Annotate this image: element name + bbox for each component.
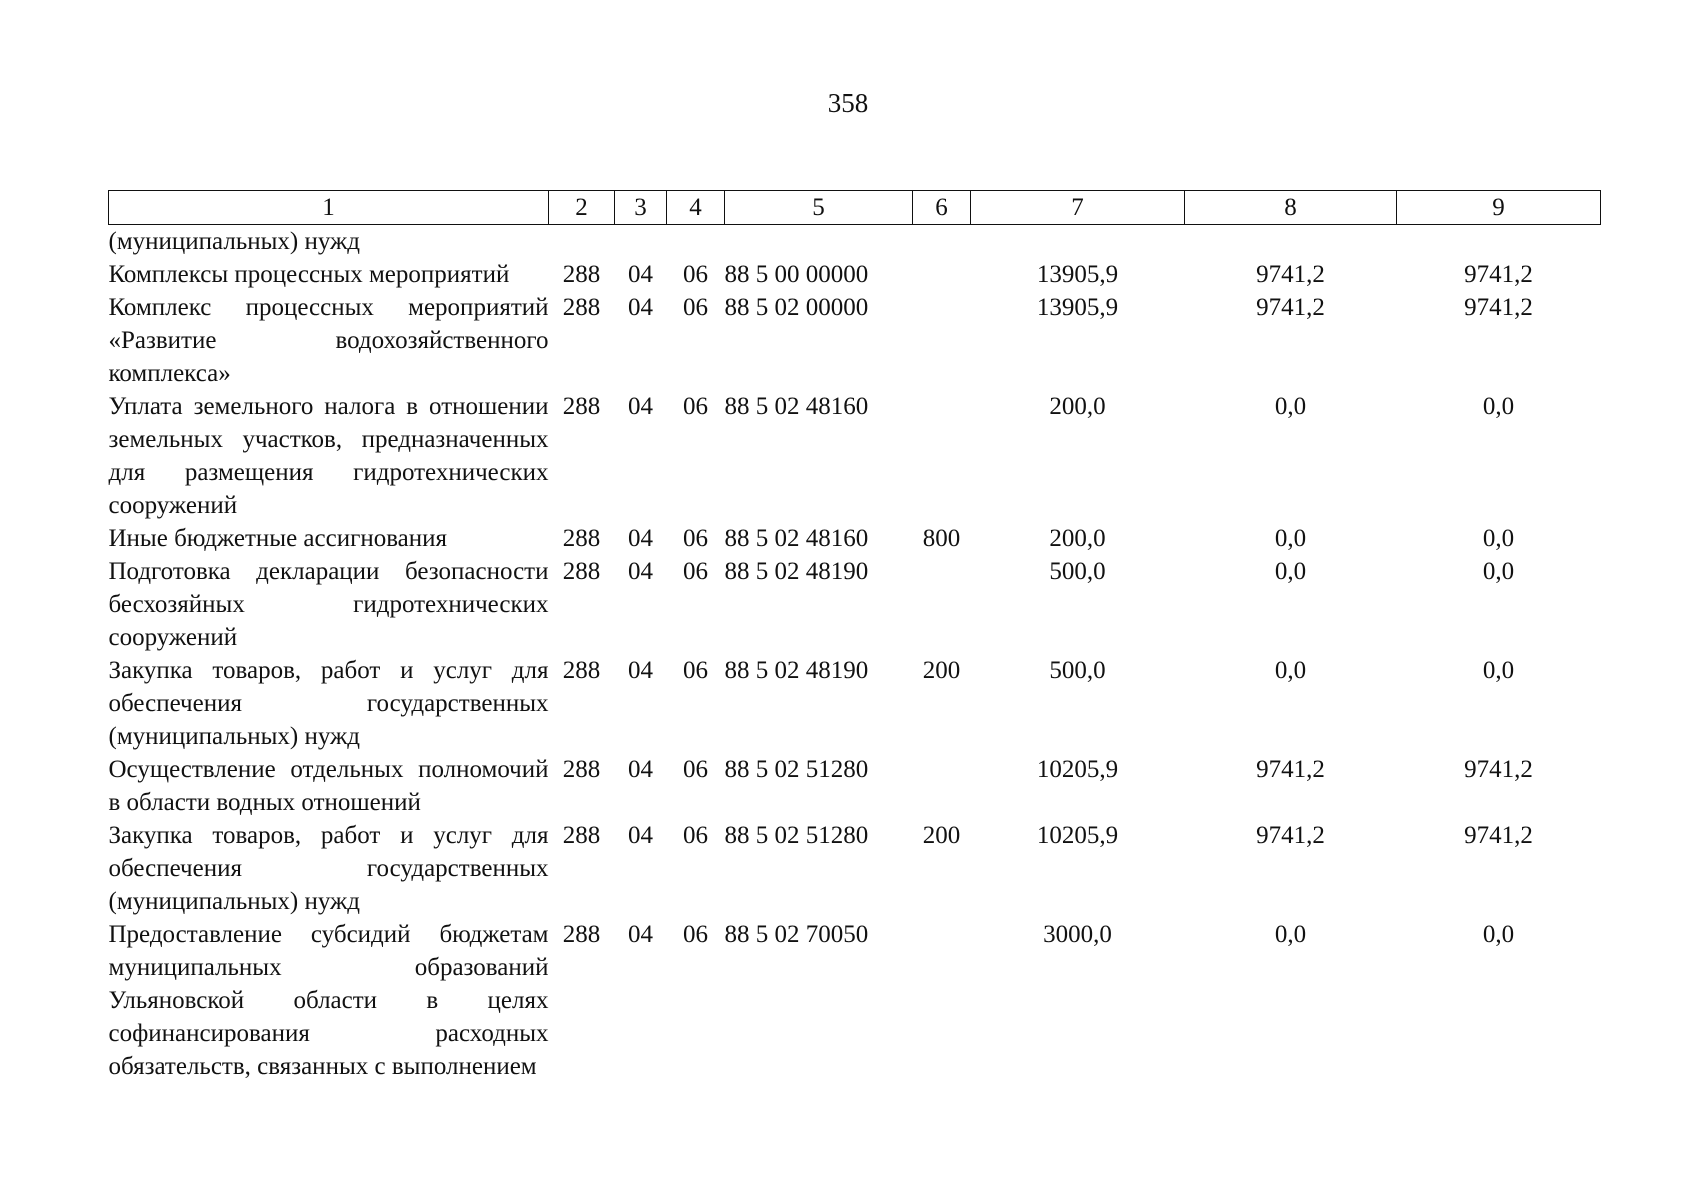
cell-col9: 9741,2	[1464, 294, 1533, 321]
cell-col2: 288	[562, 393, 601, 420]
cell-col5: 88 5 00 00000	[724, 261, 869, 288]
table-row	[109, 291, 1601, 390]
cell-col6	[913, 225, 971, 259]
cell-col7: 200,0	[1049, 525, 1106, 552]
col-header-5: 5	[725, 191, 913, 225]
cell-col9: 9741,2	[1464, 822, 1533, 849]
table-row	[109, 522, 1601, 555]
cell-col5: 88 5 02 48190	[724, 657, 869, 684]
cell-col8: 0,0	[1274, 657, 1307, 684]
cell-col8: 9741,2	[1256, 822, 1325, 849]
cell-col5: 88 5 02 48160	[724, 393, 869, 420]
cell-col3: 04	[628, 393, 653, 420]
cell-col7: 13905,9	[1036, 294, 1119, 321]
cell-col7: 3000,0	[1043, 921, 1112, 948]
cell-col2: 288	[562, 525, 601, 552]
cell-col4: 06	[683, 558, 708, 585]
table-row	[109, 390, 1601, 522]
row-name: (муниципальных) нужд	[108, 228, 361, 255]
col-header-1: 1	[109, 191, 549, 225]
budget-table-container	[108, 190, 1600, 1083]
cell-col7: 13905,9	[1036, 261, 1119, 288]
cell-col2: 288	[562, 294, 601, 321]
cell-col8: 9741,2	[1256, 294, 1325, 321]
cell-col2: 288	[562, 822, 601, 849]
cell-col4: 06	[683, 822, 708, 849]
col-header-6: 6	[913, 191, 971, 225]
cell-col9: 0,0	[1482, 525, 1515, 552]
table-row	[109, 555, 1601, 654]
cell-col7: 500,0	[1049, 657, 1106, 684]
cell-col8: 0,0	[1274, 393, 1307, 420]
cell-col4: 06	[683, 393, 708, 420]
cell-col9: 0,0	[1482, 558, 1515, 585]
cell-col3: 04	[628, 294, 653, 321]
cell-col8: 0,0	[1274, 921, 1307, 948]
col-header-3: 3	[615, 191, 667, 225]
cell-col6	[913, 390, 971, 522]
cell-col8: 9741,2	[1256, 756, 1325, 783]
cell-col4: 06	[683, 657, 708, 684]
cell-col6: 800	[922, 525, 961, 552]
budget-table	[108, 190, 1601, 1083]
cell-col9	[1397, 225, 1601, 259]
table-row	[109, 753, 1601, 819]
cell-col6	[913, 555, 971, 654]
cell-col9: 0,0	[1482, 657, 1515, 684]
header-row	[109, 191, 1601, 225]
cell-col3: 04	[628, 756, 653, 783]
cell-col3	[615, 225, 667, 259]
col-header-9: 9	[1397, 191, 1601, 225]
cell-col6	[913, 258, 971, 291]
col-header-4: 4	[667, 191, 725, 225]
row-name: Закупка товаров, работ и услуг для обеспечения государственных (муниципальных) нужд	[108, 657, 549, 750]
cell-col4: 06	[683, 921, 708, 948]
cell-col2: 288	[562, 261, 601, 288]
cell-col7: 10205,9	[1036, 822, 1119, 849]
cell-col5: 88 5 02 51280	[724, 756, 869, 783]
cell-col8: 9741,2	[1256, 261, 1325, 288]
cell-col6: 200	[922, 657, 961, 684]
cell-col3: 04	[628, 822, 653, 849]
cell-col5: 88 5 02 51280	[724, 822, 869, 849]
cell-col7: 10205,9	[1036, 756, 1119, 783]
cell-col2: 288	[562, 921, 601, 948]
cell-col3: 04	[628, 558, 653, 585]
row-name: Комплексы процессных мероприятий	[108, 261, 510, 288]
col-header-7: 7	[971, 191, 1185, 225]
cell-col7	[971, 225, 1185, 259]
cell-col2: 288	[562, 756, 601, 783]
cell-col2: 288	[562, 657, 601, 684]
cell-col7: 500,0	[1049, 558, 1106, 585]
cell-col8: 0,0	[1274, 558, 1307, 585]
cell-col9: 0,0	[1482, 393, 1515, 420]
row-name: Предоставление субсидий бюджетам муниципальных образований Ульяновской области в целях софинансирования расходных обязательств, связанных с выполнением	[108, 921, 549, 1080]
cell-col2: 288	[562, 558, 601, 585]
cell-col6	[913, 753, 971, 819]
table-row	[109, 225, 1601, 259]
cell-col5	[725, 225, 913, 259]
cell-col9: 9741,2	[1464, 261, 1533, 288]
row-name: Подготовка декларации безопасности бесхозяйных гидротехнических сооружений	[108, 558, 549, 651]
cell-col7: 200,0	[1049, 393, 1106, 420]
cell-col8	[1185, 225, 1397, 259]
cell-col4: 06	[683, 294, 708, 321]
table-row	[109, 819, 1601, 918]
table-row	[109, 258, 1601, 291]
cell-col5: 88 5 02 70050	[724, 921, 869, 948]
row-name: Закупка товаров, работ и услуг для обеспечения государственных (муниципальных) нужд	[108, 822, 549, 915]
cell-col5: 88 5 02 00000	[724, 294, 869, 321]
cell-col9: 9741,2	[1464, 756, 1533, 783]
cell-col8: 0,0	[1274, 525, 1307, 552]
row-name: Комплекс процессных мероприятий «Развитие водохозяйственного комплекса»	[108, 294, 549, 387]
cell-col4: 06	[683, 756, 708, 783]
cell-col9: 0,0	[1482, 921, 1515, 948]
col-header-2: 2	[549, 191, 615, 225]
cell-col6	[913, 291, 971, 390]
cell-col6	[913, 918, 971, 1083]
table-row	[109, 918, 1601, 1083]
row-name: Уплата земельного налога в отношении земельных участков, предназначенных для размещения гидротехнических сооружений	[108, 393, 549, 519]
col-header-8: 8	[1185, 191, 1397, 225]
cell-col3: 04	[628, 525, 653, 552]
page-number: 358	[827, 88, 869, 118]
cell-col3: 04	[628, 657, 653, 684]
cell-col5: 88 5 02 48190	[724, 558, 869, 585]
cell-col5: 88 5 02 48160	[724, 525, 869, 552]
cell-col2	[549, 225, 615, 259]
cell-col4: 06	[683, 525, 708, 552]
cell-col3: 04	[628, 261, 653, 288]
cell-col3: 04	[628, 921, 653, 948]
cell-col4: 06	[683, 261, 708, 288]
table-row	[109, 654, 1601, 753]
row-name: Осуществление отдельных полномочий в области водных отношений	[108, 756, 549, 816]
cell-col4	[667, 225, 725, 259]
cell-col6: 200	[922, 822, 961, 849]
row-name: Иные бюджетные ассигнования	[108, 525, 448, 552]
